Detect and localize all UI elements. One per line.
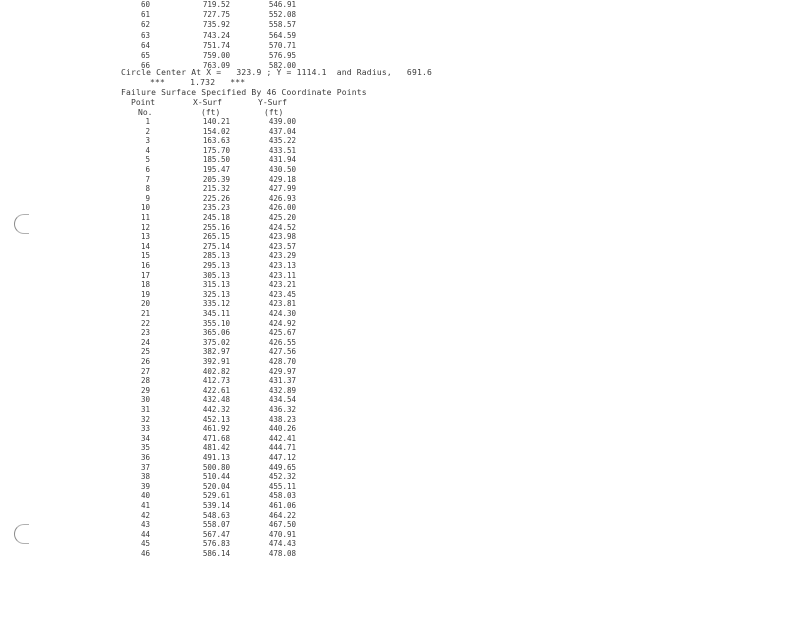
x-surf-cell: 412.73 — [202, 376, 230, 386]
y-surf-cell: 431.94 — [268, 155, 296, 165]
x-surf-cell: 205.39 — [202, 174, 230, 184]
point-number-cell: 46 — [140, 549, 150, 558]
point-number-cell: 34 — [140, 433, 150, 443]
y-surf-cell: 449.65 — [268, 462, 296, 472]
point-number-cell: 7 — [145, 174, 150, 184]
x-surf-cell: 422.61 — [202, 385, 230, 395]
y-surf-cell: 425.20 — [268, 213, 296, 222]
y-surf-cell: 429.97 — [268, 366, 296, 376]
x-surf-cell: 235.23 — [202, 203, 230, 213]
x-surf-cell: 175.70 — [202, 145, 230, 155]
y-surf-cell: 423.57 — [268, 241, 296, 251]
point-number-cell: 16 — [140, 261, 150, 270]
x-surf-cell: 759.00 — [202, 51, 230, 60]
x-surf-cell: 548.63 — [202, 510, 230, 520]
x-surf-cell: 335.12 — [202, 299, 230, 309]
x-surf-cell: 751.74 — [202, 40, 230, 50]
x-surf-cell: 355.10 — [202, 318, 230, 328]
y-surf-cell: 478.08 — [268, 549, 296, 558]
y-surf-cell: 444.71 — [268, 443, 296, 453]
x-surf-cell: 735.92 — [202, 20, 230, 30]
point-number-cell: 65 — [140, 51, 150, 60]
y-surf-cell: 424.30 — [268, 309, 296, 318]
x-surf-cell: 719.52 — [202, 0, 230, 9]
y-surf-cell: 433.51 — [268, 145, 296, 155]
point-number-cell: 4 — [145, 145, 150, 155]
y-surf-cell: 426.55 — [268, 337, 296, 347]
x-surf-cell: 163.63 — [202, 136, 230, 146]
point-number-cell: 30 — [140, 395, 150, 405]
x-surf-cell: 265.15 — [202, 232, 230, 242]
point-number-cell: 21 — [140, 309, 150, 318]
point-number-cell: 17 — [140, 270, 150, 280]
y-surf-cell: 564.59 — [268, 30, 296, 40]
y-surf-cell: 452.32 — [268, 472, 296, 482]
x-surf-cell: 140.21 — [202, 117, 230, 126]
y-surf-cell: 437.04 — [268, 126, 296, 136]
y-surf-cell: 582.00 — [268, 61, 296, 71]
point-number-cell: 8 — [145, 184, 150, 194]
col-header-point: Point — [131, 98, 156, 107]
point-number-cell: 37 — [140, 462, 150, 472]
point-number-cell: 43 — [140, 520, 150, 530]
y-surf-cell: 447.12 — [268, 453, 296, 462]
x-surf-cell: 245.18 — [202, 213, 230, 222]
x-surf-cell: 567.47 — [202, 529, 230, 539]
x-surf-cell: 442.32 — [202, 405, 230, 414]
col-header-x-surf: X-Surf — [193, 98, 222, 107]
x-surf-cell: 375.02 — [202, 337, 230, 347]
point-number-cell: 28 — [140, 376, 150, 386]
x-surf-cell: 452.13 — [202, 414, 230, 424]
point-number-cell: 32 — [140, 414, 150, 424]
x-surf-cell: 285.13 — [202, 251, 230, 261]
y-surf-cell: 423.29 — [268, 251, 296, 261]
point-number-cell: 2 — [145, 126, 150, 136]
x-surf-cell: 491.13 — [202, 453, 230, 462]
point-number-cell: 31 — [140, 405, 150, 414]
y-surf-cell: 438.23 — [268, 414, 296, 424]
point-number-cell: 61 — [140, 10, 150, 20]
y-surf-cell: 558.57 — [268, 20, 296, 30]
x-surf-cell: 275.14 — [202, 241, 230, 251]
y-surf-cell: 436.32 — [268, 405, 296, 414]
y-surf-cell: 440.26 — [268, 424, 296, 434]
y-surf-cell: 428.70 — [268, 357, 296, 366]
point-number-cell: 23 — [140, 328, 150, 338]
x-surf-cell: 295.13 — [202, 261, 230, 270]
col-header-y-surf: Y-Surf — [258, 98, 287, 107]
x-surf-cell: 743.24 — [202, 30, 230, 40]
x-surf-cell: 520.04 — [202, 481, 230, 491]
y-surf-cell: 429.18 — [268, 174, 296, 184]
x-surf-cell: 558.07 — [202, 520, 230, 530]
x-surf-cell: 586.14 — [202, 549, 230, 558]
point-number-cell: 10 — [140, 203, 150, 213]
y-surf-cell: 552.08 — [268, 10, 296, 20]
x-surf-cell: 392.91 — [202, 357, 230, 366]
x-surf-cell: 215.32 — [202, 184, 230, 194]
binder-hole-mark — [14, 214, 29, 234]
y-surf-cell: 458.03 — [268, 491, 296, 501]
y-surf-cell: 431.37 — [268, 376, 296, 386]
y-surf-cell: 432.89 — [268, 385, 296, 395]
point-number-cell: 26 — [140, 357, 150, 366]
x-surf-cell: 763.09 — [202, 61, 230, 71]
y-surf-cell: 442.41 — [268, 433, 296, 443]
point-number-cell: 66 — [140, 61, 150, 71]
y-surf-cell: 546.91 — [268, 0, 296, 9]
x-surf-cell: 510.44 — [202, 472, 230, 482]
point-number-cell: 40 — [140, 491, 150, 501]
x-surf-cell: 529.61 — [202, 491, 230, 501]
point-number-cell: 18 — [140, 280, 150, 290]
point-number-cell: 45 — [140, 539, 150, 549]
y-surf-cell: 427.99 — [268, 184, 296, 194]
point-number-cell: 22 — [140, 318, 150, 328]
x-surf-cell: 500.80 — [202, 462, 230, 472]
y-surf-cell: 423.13 — [268, 261, 296, 270]
col-header-y-unit: (ft) — [264, 108, 284, 117]
point-number-cell: 39 — [140, 481, 150, 491]
binder-hole-mark — [14, 524, 29, 544]
y-surf-cell: 423.45 — [268, 289, 296, 299]
x-surf-cell: 345.11 — [202, 309, 230, 318]
point-number-cell: 25 — [140, 347, 150, 357]
y-surf-cell: 434.54 — [268, 395, 296, 405]
point-number-cell: 13 — [140, 232, 150, 242]
y-surf-cell: 423.11 — [268, 270, 296, 280]
y-surf-cell: 425.67 — [268, 328, 296, 338]
y-surf-cell: 576.95 — [268, 51, 296, 60]
x-surf-cell: 402.82 — [202, 366, 230, 376]
point-number-cell: 35 — [140, 443, 150, 453]
x-surf-cell: 305.13 — [202, 270, 230, 280]
x-surf-cell: 225.26 — [202, 193, 230, 203]
point-number-cell: 33 — [140, 424, 150, 434]
point-number-cell: 6 — [145, 165, 150, 174]
point-number-cell: 20 — [140, 299, 150, 309]
y-surf-cell: 427.56 — [268, 347, 296, 357]
y-surf-cell: 435.22 — [268, 136, 296, 146]
x-surf-cell: 255.16 — [202, 222, 230, 232]
x-surf-cell: 185.50 — [202, 155, 230, 165]
y-surf-cell: 426.00 — [268, 203, 296, 213]
point-number-cell: 9 — [145, 193, 150, 203]
y-surf-cell: 570.71 — [268, 40, 296, 50]
point-number-cell: 42 — [140, 510, 150, 520]
point-number-cell: 38 — [140, 472, 150, 482]
x-surf-cell: 154.02 — [202, 126, 230, 136]
y-surf-cell: 455.11 — [268, 481, 296, 491]
y-surf-cell: 424.52 — [268, 222, 296, 232]
y-surf-cell: 423.21 — [268, 280, 296, 290]
point-number-cell: 63 — [140, 30, 150, 40]
x-surf-cell: 365.06 — [202, 328, 230, 338]
x-surf-cell: 461.92 — [202, 424, 230, 434]
point-number-cell: 11 — [140, 213, 150, 222]
point-number-cell: 29 — [140, 385, 150, 395]
y-surf-cell: 423.81 — [268, 299, 296, 309]
safety-factor-line: *** 1.732 *** — [150, 78, 246, 87]
x-surf-cell: 315.13 — [202, 280, 230, 290]
point-number-cell: 24 — [140, 337, 150, 347]
point-number-cell: 15 — [140, 251, 150, 261]
point-number-cell: 5 — [145, 155, 150, 165]
x-surf-cell: 471.68 — [202, 433, 230, 443]
point-number-cell: 1 — [145, 117, 150, 126]
point-number-cell: 12 — [140, 222, 150, 232]
y-surf-cell: 439.00 — [268, 117, 296, 126]
y-surf-cell: 426.93 — [268, 193, 296, 203]
x-surf-cell: 432.48 — [202, 395, 230, 405]
y-surf-cell: 474.43 — [268, 539, 296, 549]
point-number-cell: 64 — [140, 40, 150, 50]
x-surf-cell: 325.13 — [202, 289, 230, 299]
x-surf-cell: 481.42 — [202, 443, 230, 453]
point-number-cell: 19 — [140, 289, 150, 299]
x-surf-cell: 539.14 — [202, 501, 230, 510]
point-number-cell: 44 — [140, 529, 150, 539]
point-number-cell: 62 — [140, 20, 150, 30]
x-surf-cell: 382.97 — [202, 347, 230, 357]
point-number-cell: 36 — [140, 453, 150, 462]
point-number-cell: 14 — [140, 241, 150, 251]
col-header-point-no: No. — [138, 108, 153, 117]
x-surf-cell: 195.47 — [202, 165, 230, 174]
point-number-cell: 3 — [145, 136, 150, 146]
x-surf-cell: 727.75 — [202, 10, 230, 20]
col-header-x-unit: (ft) — [201, 108, 221, 117]
y-surf-cell: 467.50 — [268, 520, 296, 530]
failure-surface-title: Failure Surface Specified By 46 Coordinate Points — [121, 88, 367, 97]
y-surf-cell: 464.22 — [268, 510, 296, 520]
y-surf-cell: 470.91 — [268, 529, 296, 539]
x-surf-cell: 576.83 — [202, 539, 230, 549]
y-surf-cell: 423.98 — [268, 232, 296, 242]
point-number-cell: 41 — [140, 501, 150, 510]
point-number-cell: 60 — [140, 0, 150, 9]
point-number-cell: 27 — [140, 366, 150, 376]
y-surf-cell: 461.06 — [268, 501, 296, 510]
y-surf-cell: 430.50 — [268, 165, 296, 174]
y-surf-cell: 424.92 — [268, 318, 296, 328]
circle-center-line: Circle Center At X = 323.9 ; Y = 1114.1 and Radius, 691.6 — [121, 68, 433, 77]
